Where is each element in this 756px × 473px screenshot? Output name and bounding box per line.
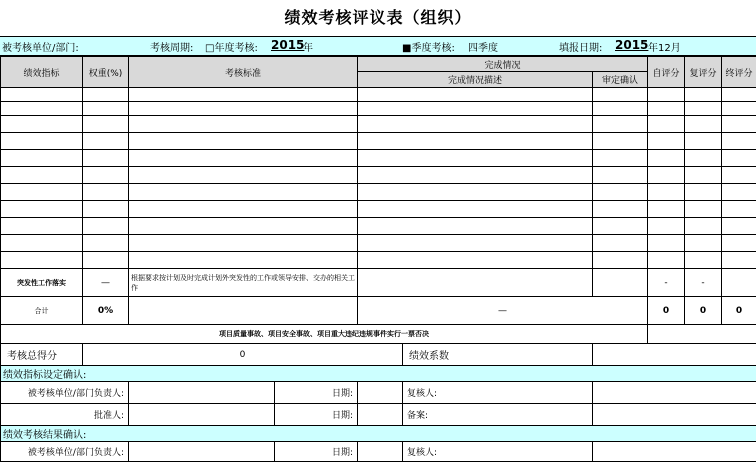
header-completion-desc: 完成情况描述 — [358, 72, 593, 88]
setting-approver-label: 批准人: — [1, 404, 129, 426]
indicator-cell[interactable] — [648, 184, 685, 201]
indicator-cell[interactable] — [722, 167, 756, 184]
indicator-cell[interactable] — [685, 252, 722, 269]
indicator-row — [1, 102, 756, 116]
sudden-task-name: 突发性工作落实 — [1, 269, 83, 297]
indicator-cell[interactable] — [129, 201, 358, 218]
indicator-cell[interactable] — [83, 102, 129, 116]
total-score-label: 考核总得分 — [1, 344, 83, 366]
period-label: 考核周期: — [150, 43, 194, 54]
form-title: 绩效考核评议表（组织） — [284, 8, 472, 27]
info-bar — [0, 36, 756, 56]
year-check-label[interactable]: □年度考核: — [205, 43, 258, 54]
indicator-cell[interactable] — [685, 184, 722, 201]
indicator-cell[interactable] — [83, 201, 129, 218]
indicator-cell[interactable] — [593, 167, 648, 184]
indicator-cell[interactable] — [593, 116, 648, 133]
indicator-cell[interactable] — [358, 88, 593, 102]
indicator-cell[interactable] — [129, 102, 358, 116]
indicator-cell[interactable] — [685, 218, 722, 235]
indicator-cell[interactable] — [593, 88, 648, 102]
indicator-cell[interactable] — [685, 150, 722, 167]
indicator-cell[interactable] — [83, 133, 129, 150]
indicator-cell[interactable] — [593, 218, 648, 235]
indicator-cell[interactable] — [358, 167, 593, 184]
total-desc: — — [358, 297, 648, 325]
setting-filing-value[interactable] — [593, 404, 756, 426]
indicator-cell[interactable] — [358, 201, 593, 218]
setting-head-label: 被考核单位/部门负责人: — [1, 382, 129, 404]
indicator-cell[interactable] — [648, 252, 685, 269]
indicator-cell[interactable] — [129, 133, 358, 150]
indicator-cell[interactable] — [593, 235, 648, 252]
indicator-cell[interactable] — [358, 184, 593, 201]
indicator-cell[interactable] — [722, 133, 756, 150]
sudden-task-standard: 根据要求按计划及时完成计划外突发性的工作或领导安排、交办的相关工作 — [129, 269, 358, 297]
indicator-cell[interactable] — [648, 133, 685, 150]
result-head-value[interactable] — [129, 442, 275, 462]
indicator-cell[interactable] — [83, 218, 129, 235]
indicator-cell[interactable] — [593, 150, 648, 167]
indicator-cell[interactable] — [1, 235, 83, 252]
indicator-cell[interactable] — [722, 88, 756, 102]
indicator-cell[interactable] — [1, 116, 83, 133]
indicator-cell[interactable] — [648, 102, 685, 116]
indicator-cell[interactable] — [129, 184, 358, 201]
setting-filing-label: 备案: — [403, 404, 593, 426]
fill-month[interactable]: 年12月 — [648, 43, 681, 54]
indicator-cell[interactable] — [685, 201, 722, 218]
indicator-cell[interactable] — [1, 201, 83, 218]
indicator-cell[interactable] — [593, 201, 648, 218]
indicator-cell[interactable] — [358, 116, 593, 133]
total-recheck: 0 — [685, 297, 722, 325]
sudden-task-confirm[interactable] — [593, 269, 648, 297]
year-suffix: 年 — [303, 43, 313, 54]
indicator-row — [1, 184, 756, 201]
indicator-cell[interactable] — [648, 235, 685, 252]
coefficient-value[interactable] — [593, 344, 756, 366]
indicator-cell[interactable] — [648, 167, 685, 184]
indicator-row — [1, 218, 756, 235]
indicator-cell[interactable] — [129, 150, 358, 167]
fill-year[interactable]: 2015 — [615, 38, 649, 52]
header-completion: 完成情况 — [358, 57, 648, 72]
indicator-cell[interactable] — [648, 150, 685, 167]
total-final: 0 — [722, 297, 756, 325]
header-standard: 考核标准 — [129, 57, 358, 88]
indicator-cell[interactable] — [83, 88, 129, 102]
indicator-cell[interactable] — [129, 88, 358, 102]
indicator-cell[interactable] — [1, 150, 83, 167]
quarter-value[interactable]: 四季度 — [468, 43, 498, 54]
indicator-cell[interactable] — [648, 88, 685, 102]
indicator-cell[interactable] — [358, 218, 593, 235]
indicator-cell[interactable] — [358, 235, 593, 252]
result-reviewer-value[interactable] — [593, 442, 756, 462]
sudden-task-self[interactable]: - — [648, 269, 685, 297]
total-self: 0 — [648, 297, 685, 325]
indicator-cell[interactable] — [83, 184, 129, 201]
total-standard — [129, 297, 358, 325]
indicator-cell[interactable] — [83, 235, 129, 252]
indicator-cell[interactable] — [1, 184, 83, 201]
indicator-cell[interactable] — [722, 252, 756, 269]
total-score-value: 0 — [83, 344, 403, 366]
indicator-cell[interactable] — [648, 201, 685, 218]
indicator-row — [1, 201, 756, 218]
veto-note: 项目质量事故、项目安全事故、项目重大违纪违规事件实行一票否决 — [1, 325, 648, 344]
veto-blank — [648, 325, 756, 344]
setting-date-value[interactable] — [358, 382, 403, 404]
indicator-cell[interactable] — [129, 116, 358, 133]
indicator-cell[interactable] — [593, 252, 648, 269]
indicator-cell[interactable] — [722, 150, 756, 167]
evaluation-table — [0, 56, 756, 462]
indicator-cell[interactable] — [685, 88, 722, 102]
indicator-cell[interactable] — [722, 184, 756, 201]
indicator-cell[interactable] — [722, 201, 756, 218]
indicator-cell[interactable] — [358, 133, 593, 150]
indicator-cell[interactable] — [83, 167, 129, 184]
result-date-value[interactable] — [358, 442, 403, 462]
setting-approver-value[interactable] — [129, 404, 275, 426]
header-review-confirm: 审定确认 — [593, 72, 648, 88]
setting-reviewer-value[interactable] — [593, 382, 756, 404]
indicator-cell[interactable] — [685, 102, 722, 116]
indicator-cell[interactable] — [83, 116, 129, 133]
indicator-cell[interactable] — [685, 116, 722, 133]
total-weight: 0% — [83, 297, 129, 325]
indicator-cell[interactable] — [129, 235, 358, 252]
indicator-cell[interactable] — [1, 133, 83, 150]
indicator-cell[interactable] — [593, 133, 648, 150]
header-weight: 权重(%) — [83, 57, 129, 88]
total-name: 合计 — [1, 297, 83, 325]
indicator-cell[interactable] — [722, 235, 756, 252]
indicator-cell[interactable] — [685, 133, 722, 150]
result-confirm-title: 绩效考核结果确认: — [1, 426, 756, 442]
indicator-cell[interactable] — [685, 167, 722, 184]
indicator-cell[interactable] — [722, 116, 756, 133]
fill-date-label: 填报日期: — [559, 43, 603, 54]
header-recheck-score: 复评分 — [685, 57, 722, 88]
indicator-cell[interactable] — [83, 150, 129, 167]
setting-reviewer-label: 复核人: — [403, 382, 593, 404]
indicator-cell[interactable] — [685, 235, 722, 252]
indicator-cell[interactable] — [129, 167, 358, 184]
indicator-cell[interactable] — [129, 252, 358, 269]
result-reviewer-label: 复核人: — [403, 442, 593, 462]
header-self-score: 自评分 — [648, 57, 685, 88]
coefficient-label: 绩效系数 — [403, 344, 593, 366]
indicator-cell[interactable] — [358, 102, 593, 116]
result-date-label: 日期: — [275, 442, 358, 462]
result-head-label: 被考核单位/部门负责人: — [1, 442, 129, 462]
quarter-label[interactable]: ■季度考核: — [402, 43, 455, 54]
indicator-cell[interactable] — [358, 150, 593, 167]
indicator-cell[interactable] — [1, 167, 83, 184]
indicator-cell[interactable] — [648, 116, 685, 133]
setting-head-value[interactable] — [129, 382, 275, 404]
sudden-task-desc[interactable] — [358, 269, 593, 297]
indicator-cell[interactable] — [1, 102, 83, 116]
sudden-task-final[interactable] — [722, 269, 756, 297]
header-indicator: 绩效指标 — [1, 57, 83, 88]
indicator-row — [1, 150, 756, 167]
setting-confirm-title: 绩效指标设定确认: — [1, 366, 756, 382]
setting-date2-label: 日期: — [275, 404, 358, 426]
indicator-cell[interactable] — [593, 184, 648, 201]
indicator-row — [1, 88, 756, 102]
indicator-row — [1, 116, 756, 133]
setting-date2-value[interactable] — [358, 404, 403, 426]
indicator-cell[interactable] — [648, 218, 685, 235]
indicator-cell[interactable] — [83, 252, 129, 269]
sudden-task-weight[interactable]: — — [83, 269, 129, 297]
indicator-cell[interactable] — [1, 88, 83, 102]
indicator-cell[interactable] — [358, 252, 593, 269]
unit-label: 被考核单位/部门: — [2, 43, 79, 54]
indicator-row — [1, 235, 756, 252]
indicator-cell[interactable] — [722, 218, 756, 235]
indicator-cell[interactable] — [1, 252, 83, 269]
indicator-row — [1, 252, 756, 269]
year-value[interactable]: 2015 — [271, 38, 305, 52]
sudden-task-recheck[interactable]: - — [685, 269, 722, 297]
indicator-cell[interactable] — [593, 102, 648, 116]
indicator-cell[interactable] — [1, 218, 83, 235]
header-final-score: 终评分 — [722, 57, 756, 88]
indicator-cell[interactable] — [129, 218, 358, 235]
indicator-cell[interactable] — [722, 102, 756, 116]
indicator-row — [1, 167, 756, 184]
indicator-row — [1, 133, 756, 150]
setting-date-label: 日期: — [275, 382, 358, 404]
